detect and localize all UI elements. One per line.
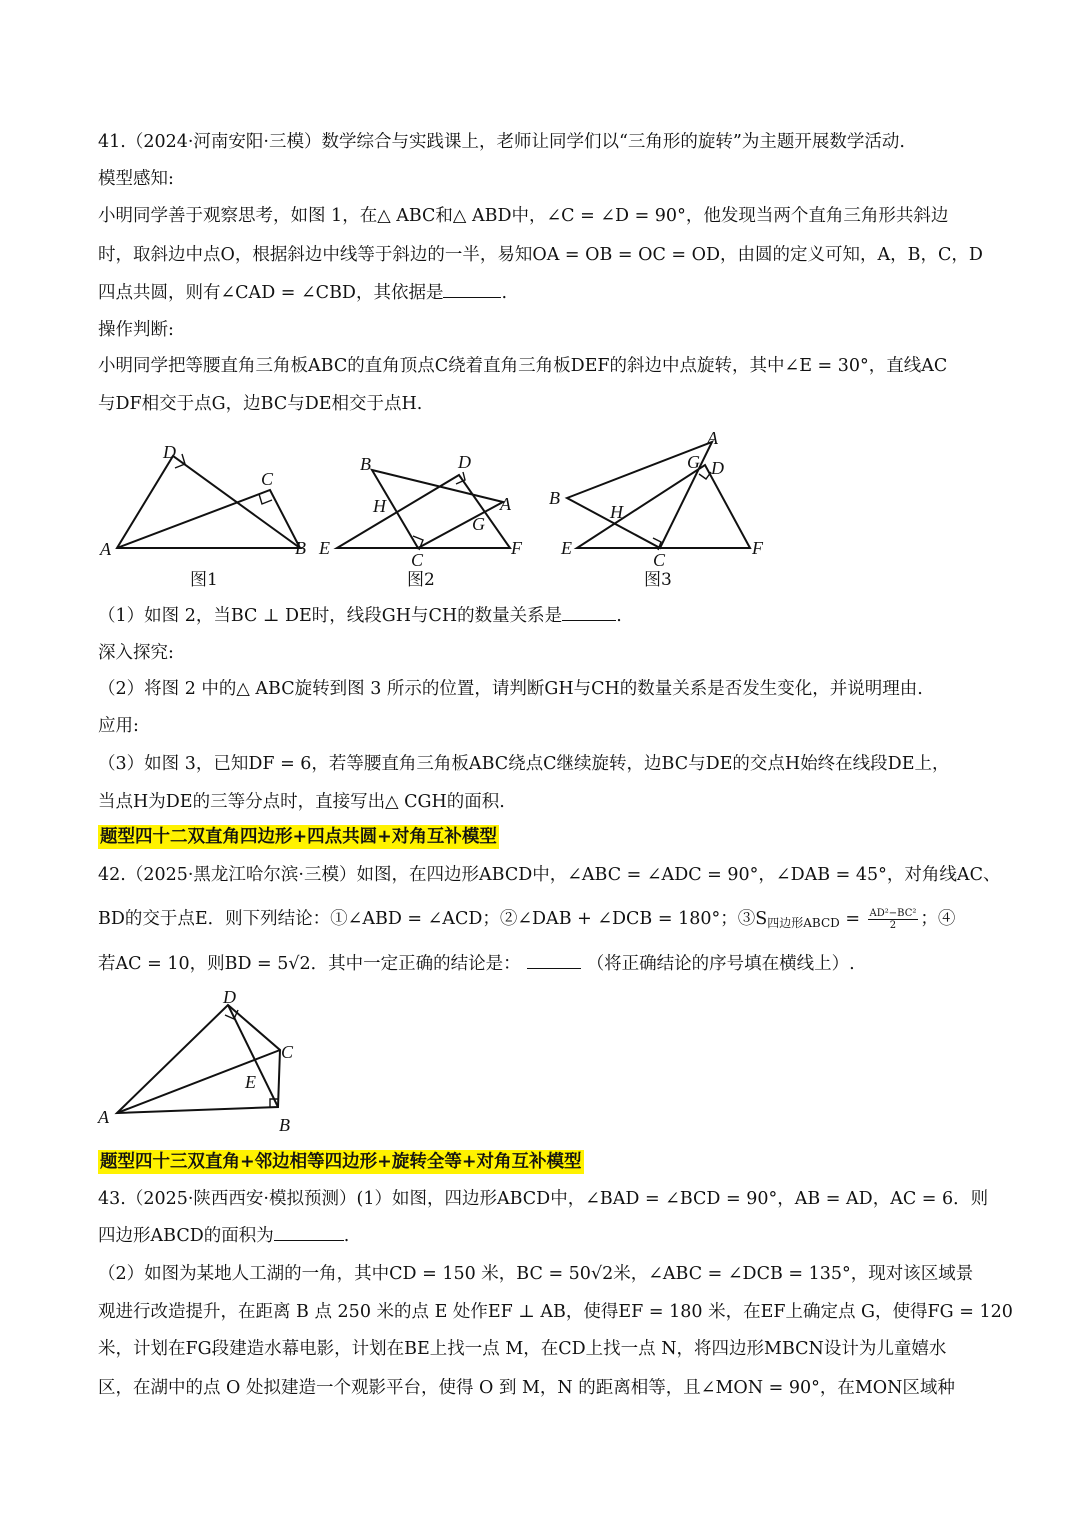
fig3-label-h: H [610,502,623,522]
q43-line6: 区，在湖中的点 O 处拟建造一个观影平台，使得 O 到 M，N 的距离相等，且∠MON = 90°，在MON区域种 [98,1378,955,1398]
q41-line9 [98,604,622,628]
q43-line2 [98,1224,349,1248]
answer-blank[interactable] [562,604,616,621]
q41-line1: 41.（2024·河南安阳·三模）数学综合与实践课上，老师让同学们以“三角形的旋转”为主题开展数学活动. [98,132,905,152]
fig2-label-d: D [458,452,471,472]
q41-line9-text: （1）如图 2，当BC ⊥ DE时，线段GH与CH的数量关系是 [98,606,563,626]
q43-line2-end: . [343,1226,350,1246]
fig3-label-d: D [711,458,724,478]
fig2-label-h: H [373,496,386,516]
q42-subscript: 四边形ABCD [767,916,840,930]
q41-line13: （3）如图 3，已知DF = 6，若等腰直角三角板ABC绕点C继续旋转，边BC与DE的交点H始终在线段DE上， [98,754,950,774]
fig2-label-e: E [319,538,330,558]
fig2-label-a: A [500,494,511,514]
fig42-label-e: E [245,1072,256,1092]
fig3-label-e: E [561,538,572,558]
q42-line3 [98,952,855,976]
fig2-label-c: C [411,550,424,570]
q41-line5-end: . [501,283,508,303]
fig2-label-f: F [511,538,522,558]
fig1-label-a: A [100,539,111,559]
figure-2 [315,440,535,590]
q42-line2-end: ；④ [920,909,956,929]
answer-blank[interactable] [274,1224,344,1241]
q42-equals: = [839,909,866,929]
figure-3 [545,428,785,590]
q42-fraction-numerator: AD²−BC² [869,908,917,919]
fig1-label-b: B [295,538,306,558]
q41-line11: （2）将图 2 中的△ ABC旋转到图 3 所示的位置，请判断GH与CH的数量关系是否发生变化，并说明理由. [98,679,923,699]
q41-line3: 小明同学善于观察思考，如图 1，在△ ABC和△ ABD中，∠C = ∠D = 90°，他发现当两个直角三角形共斜边 [98,206,949,226]
fig3-label-g: G [687,452,700,472]
fig1-label-c: C [261,469,274,489]
q41-line5 [98,281,507,305]
fig2-label-g: G [472,514,485,534]
fig42-label-d: D [223,987,236,1007]
q42-line2 [98,907,955,935]
q41-line12: 应用: [98,716,139,736]
q42-line2-text: BD的交于点E．则下列结论：①∠ABD = ∠ACD；②∠DAB + ∠DCB = 180°；③S [98,909,768,929]
q42-fraction-denominator: 2 [889,920,897,931]
fig2-caption: 图2 [407,570,435,590]
fig42-label-a: A [98,1107,109,1127]
section-heading-42: 题型四十二双直角四边形+四点共圆+对角互补模型 [100,827,497,847]
q41-line7: 小明同学把等腰直角三角板ABC的直角顶点C绕着直角三角板DEF的斜边中点旋转，其中∠E = 30°，直线AC [98,356,948,376]
q41-line5-text: 四点共圆，则有∠CAD = ∠CBD，其依据是 [98,283,444,303]
fig3-label-a: A [707,428,718,448]
section-heading-43: 题型四十三双直角+邻边相等四边形+旋转全等+对角互补模型 [100,1152,582,1172]
q43-line2-text: 四边形ABCD的面积为 [98,1226,274,1246]
fig1-label-d: D [163,442,176,462]
fig3-caption: 图3 [644,570,672,590]
q43-line5: 米，计划在FG段建造水幕电影，计划在BE上找一点 M，在CD上找一点 N，将四边形MBCN设计为儿童嬉水 [98,1339,947,1359]
q41-line4: 时，取斜边中点O，根据斜边中线等于斜边的一半，易知OA = OB = OC = OD，由圆的定义可知，A，B，C，D [98,245,983,265]
q41-line9-end: . [616,606,622,626]
fig1-caption: 图1 [190,570,218,590]
q43-line3: （2）如图为某地人工湖的一角，其中CD = 150 米，BC = 50√2米，∠ABC = ∠DCB = 135°，现对该区域景 [98,1264,974,1284]
fig42-label-b: B [279,1115,290,1135]
q41-line2: 模型感知: [98,169,174,189]
q41-line14: 当点H为DE的三等分点时，直接写出△ CGH的面积. [98,792,505,812]
fig2-label-b: B [360,454,371,474]
q43-line1: 43.（2025·陕西西安·模拟预测）(1）如图，四边形ABCD中，∠BAD = ∠BCD = 90°，AB = AD，AC = 6．则 [98,1189,989,1209]
q42-line3-text: 若AC = 10，则BD = 5√2．其中一定正确的结论是： [98,954,521,974]
figure-1 [95,440,315,590]
q43-line4: 观进行改造提升，在距离 B 点 250 米的点 E 处作EF ⊥ AB，使得EF = 180 米，在EF上确定点 G，使得FG = 120 [98,1302,1013,1322]
q41-line6: 操作判断: [98,320,174,340]
fig3-label-c: C [653,550,666,570]
q42-fraction [868,908,919,931]
right-angle-c [259,494,272,504]
fig3-label-f: F [752,538,763,558]
triangle-def [577,465,750,548]
fig3-label-b: B [549,488,560,508]
q41-line10: 深入探究: [98,643,174,663]
fig42-label-c: C [281,1042,294,1062]
q42-line3-end: （将正确结论的序号填在横线上）. [586,954,855,974]
q41-line8: 与DF相交于点G，边BC与DE相交于点H. [98,394,423,414]
answer-blank[interactable] [443,281,501,298]
triangle-abc [117,490,300,548]
answer-blank[interactable] [527,952,581,969]
figure-42 [95,985,315,1135]
q42-line1: 42.（2025·黑龙江哈尔滨·三模）如图，在四边形ABCD中，∠ABC = ∠ADC = 90°，∠DAB = 45°，对角线AC、 [98,865,1001,885]
